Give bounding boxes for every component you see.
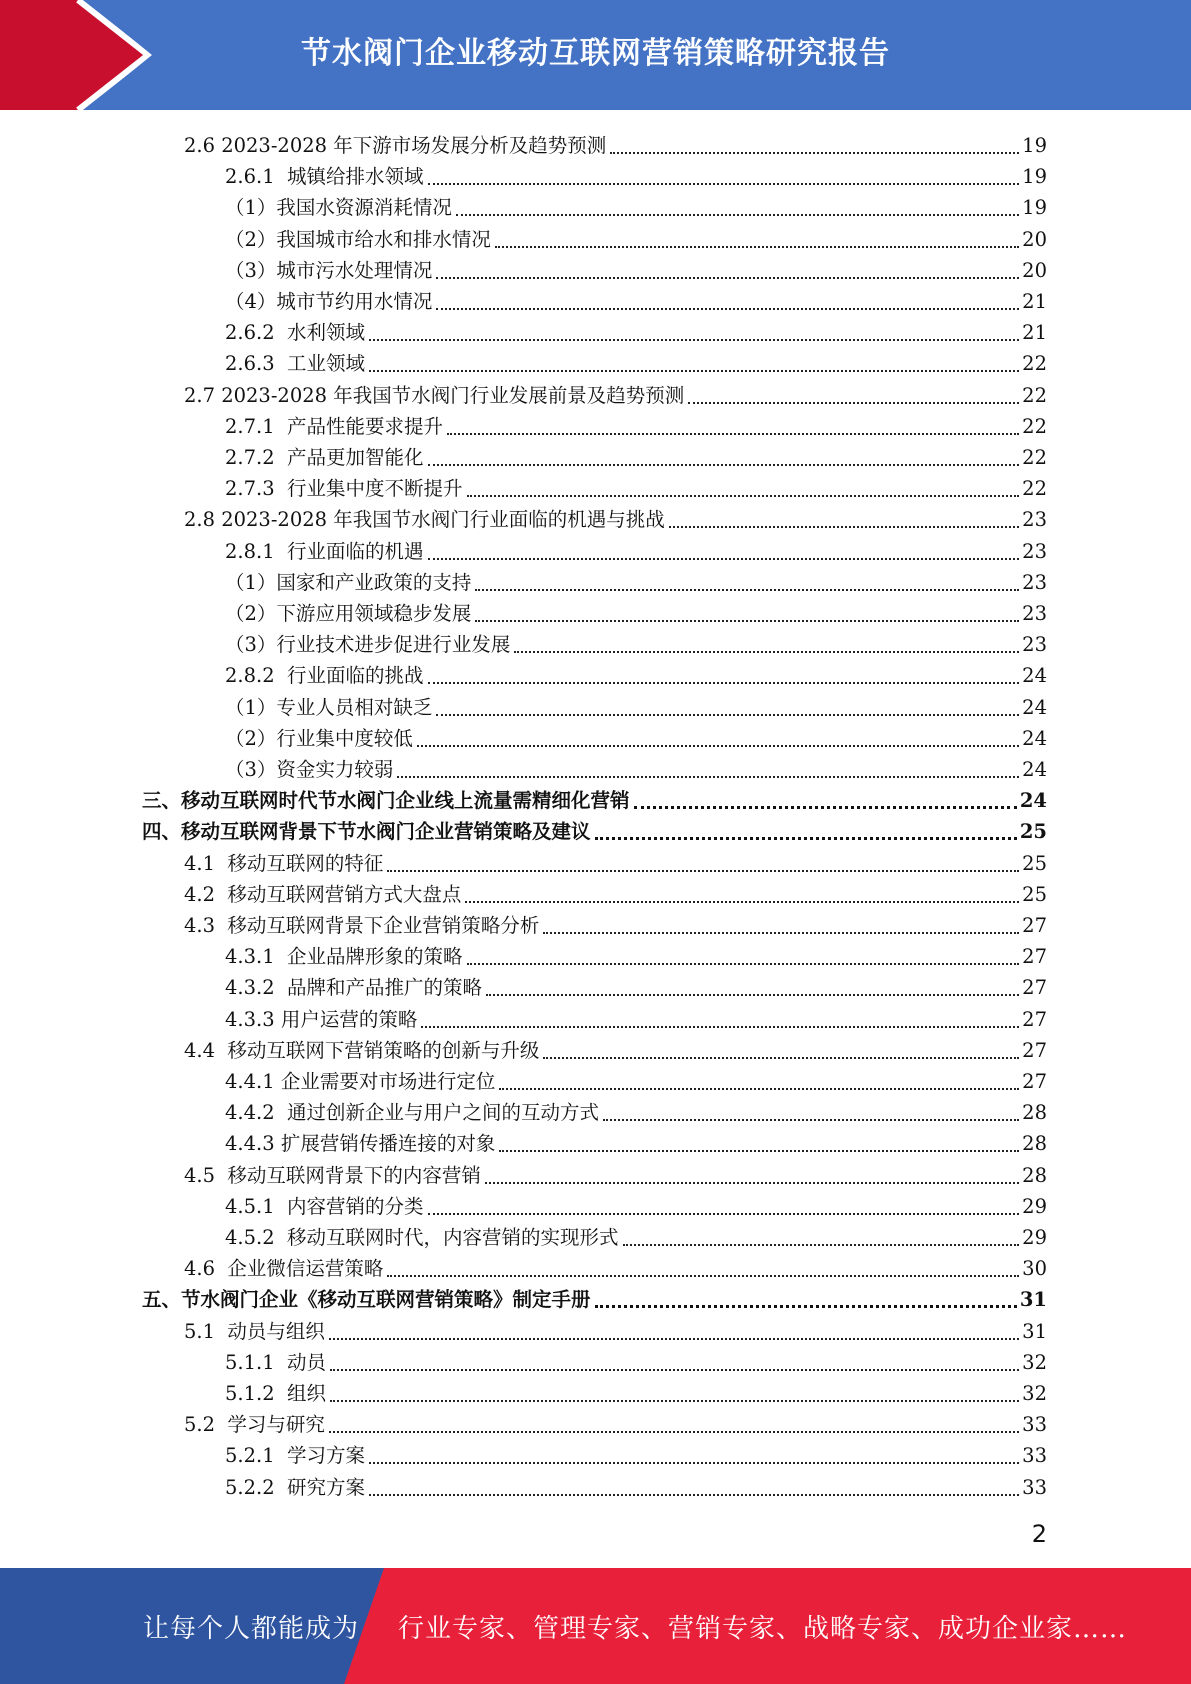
toc-entry-title: 4.2 移动互联网营销方式大盘点 xyxy=(184,882,462,906)
toc-entry[interactable] xyxy=(225,1344,1047,1375)
toc-entry[interactable] xyxy=(225,283,1047,314)
toc-entry-title: 4.3 移动互联网背景下企业营销策略分析 xyxy=(184,914,540,937)
toc-entry-title: 4.4.3 扩展营销传播连接的对象 xyxy=(225,1132,496,1156)
toc-entry-title: （4）城市节约用水情况 xyxy=(225,290,433,313)
toc-entry-page: 20 xyxy=(1022,227,1047,251)
toc-entry-title: （1）国家和产业政策的支持 xyxy=(225,570,472,594)
toc-entry-title: （3）行业技术进步促进行业发展 xyxy=(225,633,511,657)
toc-entry[interactable] xyxy=(142,782,1047,813)
toc-entry[interactable] xyxy=(142,1281,1047,1312)
toc-entry-page: 24 xyxy=(1022,695,1047,719)
toc-entry-page: 27 xyxy=(1022,976,1047,1000)
toc-entry[interactable] xyxy=(225,439,1047,470)
toc-entry[interactable] xyxy=(225,1219,1047,1250)
toc-entry[interactable] xyxy=(142,813,1047,844)
toc-entry-page: 33 xyxy=(1022,1413,1047,1437)
toc-entry-page: 27 xyxy=(1022,1070,1047,1093)
toc-leader-dots xyxy=(330,1376,1019,1402)
toc-entry-title: （3）资金实力较弱 xyxy=(225,758,394,781)
toc-leader-dots xyxy=(369,1470,1019,1496)
toc-entry-title: 三、移动互联网时代节水阀门企业线上流量需精细化营销 xyxy=(142,789,630,813)
toc-leader-dots xyxy=(428,440,1020,466)
toc-entry[interactable] xyxy=(225,969,1047,1000)
footer-slogan-left: 让每个人都能成为 xyxy=(143,1613,360,1644)
toc-entry-title: 2.6.2 水利领域 xyxy=(225,321,366,345)
toc-entry[interactable] xyxy=(225,470,1047,501)
toc-entry-title: 5.2 学习与研究 xyxy=(184,1413,325,1437)
toc-entry-title: （1）我国水资源消耗情况 xyxy=(225,196,452,220)
toc-entry[interactable] xyxy=(184,127,1047,158)
toc-entry[interactable] xyxy=(225,689,1047,720)
toc-leader-dots xyxy=(623,1220,1020,1246)
toc-entry-title: 4.1 移动互联网的特征 xyxy=(184,851,384,875)
toc-entry-page: 29 xyxy=(1022,1194,1047,1218)
toc-entry-title: （2）下游应用领域稳步发展 xyxy=(225,602,472,625)
toc-entry-page: 32 xyxy=(1022,1350,1047,1374)
toc-entry-page: 19 xyxy=(1022,165,1047,189)
toc-entry-page: 31 xyxy=(1022,1319,1047,1343)
toc-entry[interactable] xyxy=(225,938,1047,969)
toc-entry[interactable] xyxy=(225,252,1047,283)
toc-entry-page: 25 xyxy=(1019,820,1047,844)
toc-entry-page: 33 xyxy=(1022,1475,1047,1499)
toc-leader-dots xyxy=(595,1281,1017,1308)
page-number: 2 xyxy=(1031,1520,1047,1548)
toc-leader-dots xyxy=(428,658,1020,684)
toc-entry-title: 五、节水阀门企业《移动互联网营销策略》制定手册 xyxy=(142,1288,591,1312)
toc-entry-page: 23 xyxy=(1022,633,1047,657)
toc-leader-dots xyxy=(485,1158,1019,1184)
toc-entry[interactable] xyxy=(225,314,1047,345)
toc-entry-page: 20 xyxy=(1022,258,1047,282)
toc-entry[interactable] xyxy=(225,595,1047,626)
toc-entry-page: 24 xyxy=(1022,726,1047,750)
toc-leader-dots xyxy=(428,159,1020,185)
toc-leader-dots xyxy=(329,1407,1019,1433)
toc-leader-dots xyxy=(387,1251,1019,1277)
toc-leader-dots xyxy=(369,315,1019,341)
toc-entry[interactable] xyxy=(225,1063,1047,1094)
toc-entry-page: 27 xyxy=(1022,945,1047,969)
toc-entry[interactable] xyxy=(225,1375,1047,1406)
toc-entry-title: 2.8 2023-2028 年我国节水阀门行业面临的机遇与挑战 xyxy=(184,508,665,532)
toc-entry-title: 2.6.1 城镇给排水领域 xyxy=(225,165,424,189)
toc-entry-title: 2.7 2023-2028 年我国节水阀门行业发展前景及趋势预测 xyxy=(184,383,685,407)
toc-entry-title: 4.3.3 用户运营的策略 xyxy=(225,1007,418,1031)
toc-entry-title: 4.5.1 内容营销的分类 xyxy=(225,1194,424,1218)
toc-leader-dots xyxy=(495,222,1019,248)
toc-entry[interactable] xyxy=(184,907,1047,938)
toc-entry[interactable] xyxy=(225,1094,1047,1125)
toc-entry[interactable] xyxy=(184,1157,1047,1188)
toc-leader-dots xyxy=(514,627,1019,653)
toc-entry[interactable] xyxy=(184,1032,1047,1063)
toc-leader-dots xyxy=(428,534,1020,560)
toc-entry[interactable] xyxy=(184,876,1047,907)
toc-leader-dots xyxy=(436,253,1019,279)
toc-leader-dots xyxy=(499,1126,1019,1152)
toc-leader-dots xyxy=(397,752,1019,778)
toc-entry-title: 四、移动互联网背景下节水阀门企业营销策略及建议 xyxy=(142,820,591,844)
toc-entry-page: 28 xyxy=(1022,1132,1047,1156)
toc-leader-dots xyxy=(456,190,1019,216)
toc-leader-dots xyxy=(369,346,1019,372)
toc-leader-dots xyxy=(634,782,1017,809)
toc-entry-page: 21 xyxy=(1022,290,1047,313)
toc-leader-dots xyxy=(475,565,1019,591)
toc-entry[interactable] xyxy=(225,564,1047,595)
toc-entry[interactable] xyxy=(225,1469,1047,1500)
toc-entry[interactable] xyxy=(225,189,1047,220)
toc-leader-dots xyxy=(475,596,1019,622)
toc-leader-dots xyxy=(465,877,1019,903)
toc-entry-title: 4.4.2 通过创新企业与用户之间的互动方式 xyxy=(225,1101,600,1125)
toc-entry-page: 22 xyxy=(1022,414,1047,438)
toc-entry-page: 27 xyxy=(1022,914,1047,937)
toc-entry-page: 24 xyxy=(1019,789,1047,813)
toc-entry-title: 2.8.2 行业面临的挑战 xyxy=(225,664,424,688)
toc-entry-page: 19 xyxy=(1022,196,1047,220)
toc-entry-title: 4.6 企业微信运营策略 xyxy=(184,1257,384,1281)
toc-entry[interactable] xyxy=(225,626,1047,657)
toc-entry-page: 24 xyxy=(1022,758,1047,781)
toc-entry-page: 27 xyxy=(1022,1007,1047,1031)
toc-entry[interactable] xyxy=(225,221,1047,252)
toc-entry-page: 29 xyxy=(1022,1226,1047,1249)
toc-leader-dots xyxy=(329,1314,1019,1340)
toc-leader-dots xyxy=(436,284,1019,310)
toc-entry-title: （1）专业人员相对缺乏 xyxy=(225,695,433,719)
toc-leader-dots xyxy=(688,378,1019,404)
toc-entry-title: 4.5 移动互联网背景下的内容营销 xyxy=(184,1163,481,1187)
toc-entry-title: 5.1 动员与组织 xyxy=(184,1319,325,1343)
toc-leader-dots xyxy=(499,1064,1019,1090)
toc-entry[interactable] xyxy=(184,501,1047,532)
toc-entry-page: 22 xyxy=(1022,477,1047,501)
toc-entry[interactable] xyxy=(225,657,1047,688)
toc-entry-page: 22 xyxy=(1022,352,1047,376)
page-header xyxy=(0,0,1191,110)
toc-entry-page: 33 xyxy=(1022,1444,1047,1468)
toc-entry[interactable] xyxy=(225,533,1047,564)
toc-entry-page: 31 xyxy=(1019,1288,1047,1312)
toc-leader-dots xyxy=(543,1033,1019,1059)
toc-leader-dots xyxy=(610,128,1019,154)
toc-entry-page: 28 xyxy=(1022,1163,1047,1187)
toc-entry-page: 22 xyxy=(1022,446,1047,469)
toc-entry-page: 25 xyxy=(1022,851,1047,875)
toc-entry-page: 23 xyxy=(1022,539,1047,563)
toc-leader-dots xyxy=(486,970,1019,996)
toc-entry-page: 24 xyxy=(1022,664,1047,688)
toc-entry[interactable] xyxy=(225,1125,1047,1156)
toc-entry-page: 23 xyxy=(1022,508,1047,532)
toc-leader-dots xyxy=(387,846,1019,872)
toc-leader-dots xyxy=(669,502,1019,528)
toc-leader-dots xyxy=(436,690,1019,716)
toc-entry[interactable] xyxy=(225,345,1047,376)
toc-entry-page: 27 xyxy=(1022,1038,1047,1062)
toc-entry-title: 4.5.2 移动互联网时代，内容营销的实现形式 xyxy=(225,1226,619,1249)
toc-entry-page: 28 xyxy=(1022,1101,1047,1125)
toc-entry-page: 19 xyxy=(1022,134,1047,157)
toc-leader-dots xyxy=(595,813,1017,840)
toc-entry-title: 5.1.2 组织 xyxy=(225,1382,327,1405)
page-footer xyxy=(0,1568,1191,1684)
toc-entry-title: 5.1.1 动员 xyxy=(225,1350,327,1374)
toc-entry[interactable] xyxy=(184,1313,1047,1344)
toc-entry[interactable] xyxy=(225,1001,1047,1032)
toc-entry-title: 5.2.2 研究方案 xyxy=(225,1475,366,1499)
toc-entry-title: 4.3.1 企业品牌形象的策略 xyxy=(225,945,463,969)
toc-leader-dots xyxy=(421,1002,1019,1028)
toc-leader-dots xyxy=(369,1438,1019,1464)
toc-entry-page: 23 xyxy=(1022,570,1047,594)
toc-entry-title: 2.8.1 行业面临的机遇 xyxy=(225,539,424,563)
toc-entry[interactable] xyxy=(225,408,1047,439)
toc-entry-title: 4.4.1 企业需要对市场进行定位 xyxy=(225,1070,496,1093)
toc-entry[interactable] xyxy=(225,1437,1047,1468)
toc-entry-title: （2）我国城市给水和排水情况 xyxy=(225,227,491,251)
toc-leader-dots xyxy=(467,471,1020,497)
toc-entry-page: 21 xyxy=(1022,321,1047,345)
toc-entry-title: 2.6.3 工业领域 xyxy=(225,352,366,376)
toc-entry-page: 22 xyxy=(1022,383,1047,407)
footer-slogan-right: 行业专家、管理专家、营销专家、战略专家、成功企业家…… xyxy=(398,1613,1128,1644)
toc-entry[interactable] xyxy=(184,1406,1047,1437)
toc-entry-title: （2）行业集中度较低 xyxy=(225,726,413,750)
toc-leader-dots xyxy=(417,721,1019,747)
toc-entry[interactable] xyxy=(225,751,1047,782)
toc-entry-page: 25 xyxy=(1022,882,1047,906)
toc-entry[interactable] xyxy=(184,377,1047,408)
toc-entry[interactable] xyxy=(225,158,1047,189)
toc-entry-page: 23 xyxy=(1022,602,1047,625)
toc-entry[interactable] xyxy=(225,1188,1047,1219)
toc-leader-dots xyxy=(330,1345,1019,1371)
toc-entry-title: 2.7.3 行业集中度不断提升 xyxy=(225,477,463,501)
toc-entry-title: 2.6 2023-2028 年下游市场发展分析及趋势预测 xyxy=(184,134,607,157)
toc-leader-dots xyxy=(428,1189,1020,1215)
report-title: 节水阀门企业移动互联网营销策略研究报告 xyxy=(301,36,890,71)
toc-entry-page: 30 xyxy=(1022,1257,1047,1281)
toc-entry-page: 32 xyxy=(1022,1382,1047,1405)
toc-entry[interactable] xyxy=(184,1250,1047,1281)
toc-entry-title: （3）城市污水处理情况 xyxy=(225,258,433,282)
toc-entry[interactable] xyxy=(225,720,1047,751)
toc-leader-dots xyxy=(543,908,1019,934)
toc-leader-dots xyxy=(447,409,1019,435)
toc-leader-dots xyxy=(467,939,1020,965)
toc-entry-title: 4.4 移动互联网下营销策略的创新与升级 xyxy=(184,1038,540,1062)
toc-entry-title: 2.7.1 产品性能要求提升 xyxy=(225,414,444,438)
toc-entry-title: 4.3.2 品牌和产品推广的策略 xyxy=(225,976,483,1000)
toc-entry-title: 5.2.1 学习方案 xyxy=(225,1444,366,1468)
toc-entry-title: 2.7.2 产品更加智能化 xyxy=(225,446,424,469)
toc-entry[interactable] xyxy=(184,845,1047,876)
toc-leader-dots xyxy=(603,1095,1019,1121)
